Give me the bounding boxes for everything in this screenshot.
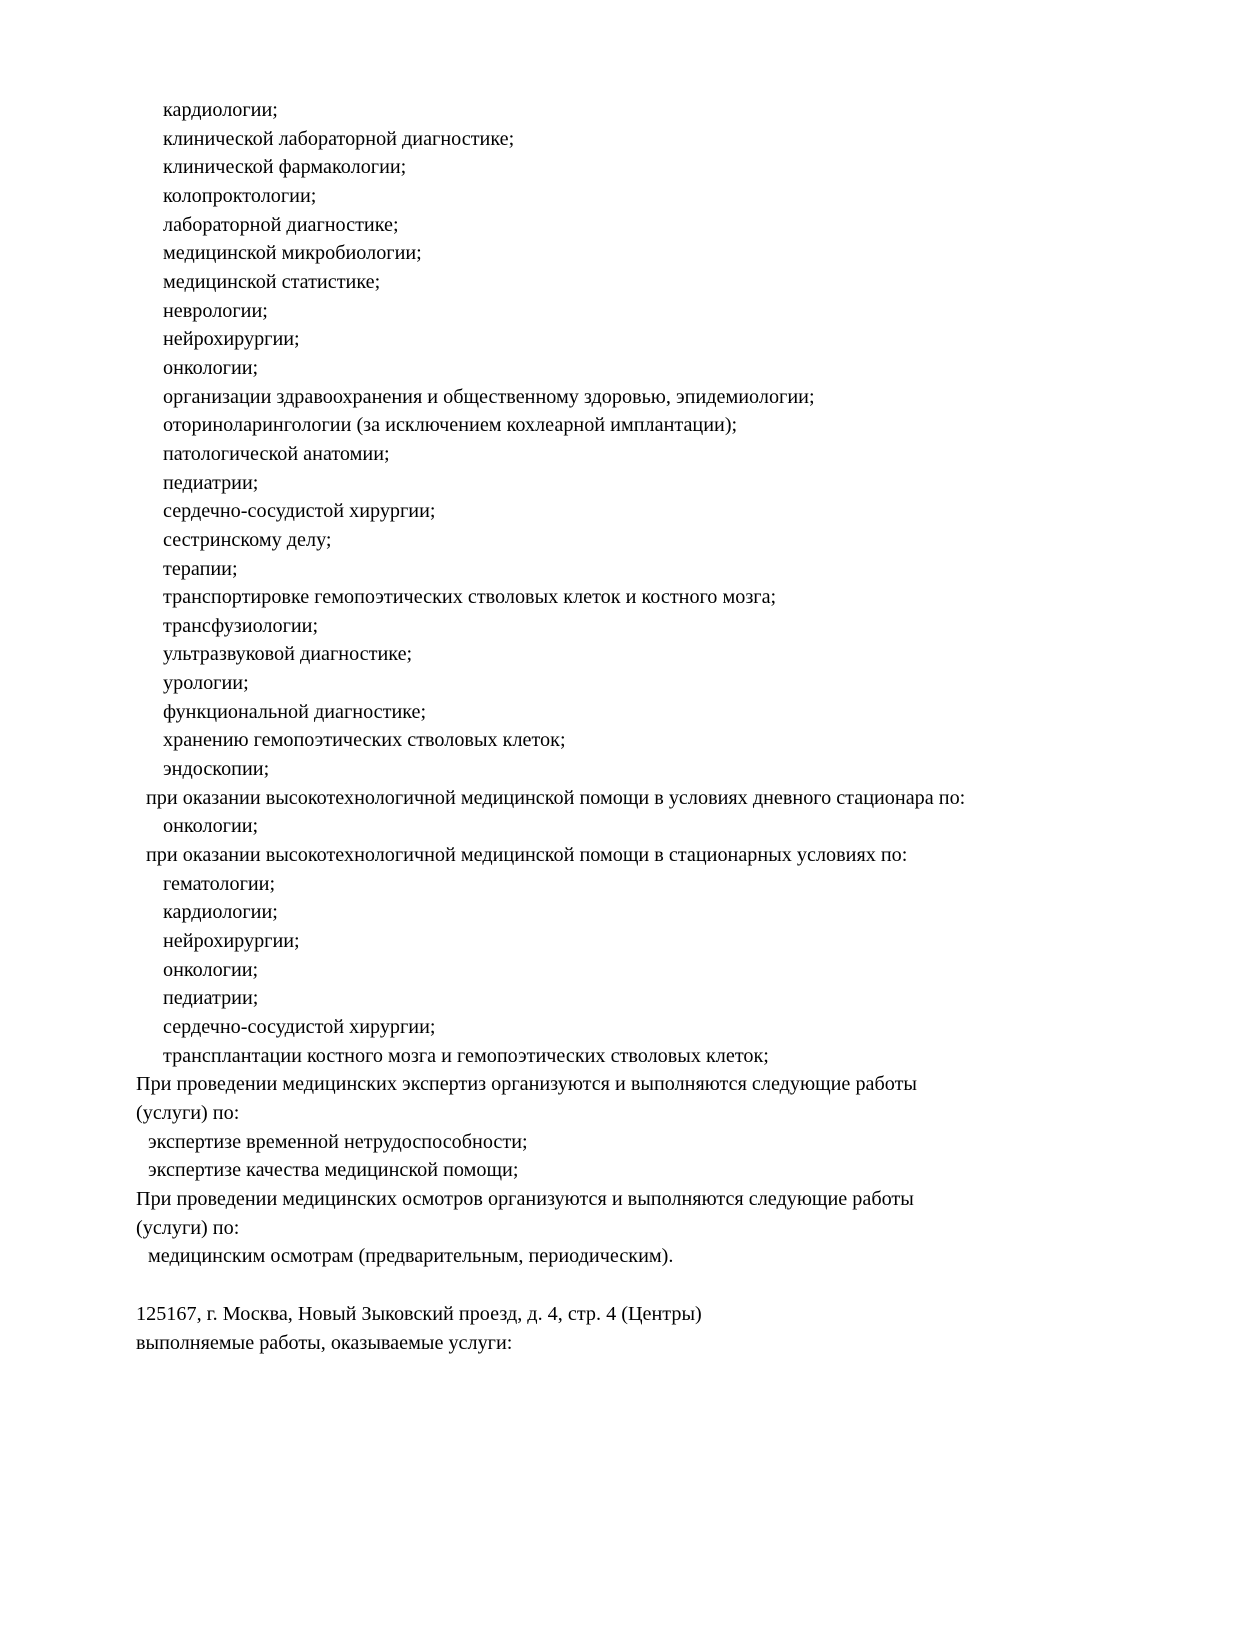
list-item: лабораторной диагностике; [163, 213, 399, 236]
list-item: оториноларингологии (за исключением кохлеарной имплантации); [163, 414, 738, 437]
list-item: медицинским осмотрам (предварительным, периодическим). [148, 1245, 674, 1268]
list-item: педиатрии; [163, 471, 259, 494]
list-item: сердечно-сосудистой хирургии; [163, 1016, 436, 1038]
list-item: гематологии; [163, 872, 276, 895]
address-line: 125167, г. Москва, Новый Зыковский проезд, д. 4, стр. 4 (Центры) [136, 1302, 702, 1325]
list-item: медицинской микробиологии; [163, 242, 422, 265]
paragraph-line: При проведении медицинских осмотров организуются и выполняются следующие работы [136, 1187, 914, 1210]
list-item: клинической лабораторной диагностике; [163, 127, 515, 150]
list-item: онкологии; [163, 356, 259, 379]
paragraph-line: (услуги) по: [136, 1216, 240, 1239]
examinations-list [136, 1242, 1104, 1271]
list-item: неврологии; [163, 299, 268, 322]
document-body [136, 96, 1104, 1357]
inpatient-list [136, 870, 1104, 1071]
list-item: онкологии; [163, 815, 259, 838]
list-item: хранению гемопоэтических стволовых клеток; [163, 729, 566, 752]
list-item: колопроктологии; [163, 184, 317, 207]
list-item: эндоскопии; [163, 758, 270, 781]
list-item: трансфузиологии; [163, 614, 319, 637]
list-item: клинической фармакологии; [163, 156, 407, 179]
list-item: урологии; [163, 672, 249, 695]
list-item: трансплантации костного мозга и гемопоэтических стволовых клеток; [163, 1044, 769, 1067]
list-item: патологической анатомии; [163, 442, 390, 465]
list-item: экспертизе качества медицинской помощи; [148, 1159, 519, 1182]
list-item: нейрохирургии; [163, 930, 300, 953]
day-hospital-list [136, 812, 1104, 841]
expertise-paragraph [136, 1070, 1104, 1127]
list-item: ультразвуковой диагностике; [163, 643, 413, 666]
list-item: организации здравоохранения и общественному здоровью, эпидемиологии; [163, 385, 815, 408]
list-item: нейрохирургии; [163, 328, 300, 351]
list-item: транспортировке гемопоэтических стволовых клеток и костного мозга; [163, 586, 777, 609]
section-heading-day-hospital: при оказании высокотехнологичной медицинской помощи в условиях дневного стационара по: [146, 786, 966, 809]
list-item: экспертизе временной нетрудоспособности; [148, 1130, 528, 1153]
address-subtitle: выполняемые работы, оказываемые услуги: [136, 1331, 513, 1354]
list-item: педиатрии; [163, 987, 259, 1010]
expertise-list [136, 1128, 1104, 1185]
list-item: функциональной диагностике; [163, 700, 427, 723]
list-item: кардиологии; [163, 901, 278, 924]
list-item: терапии; [163, 557, 238, 580]
specialties-list-primary [136, 96, 1104, 784]
list-item: сердечно-сосудистой хирургии; [163, 500, 436, 523]
list-item: онкологии; [163, 958, 259, 981]
section-heading-inpatient: при оказании высокотехнологичной медицинской помощи в стационарных условиях по: [146, 844, 908, 867]
list-item: кардиологии; [163, 99, 278, 121]
examinations-paragraph [136, 1185, 1104, 1242]
paragraph-line: (услуги) по: [136, 1101, 240, 1124]
paragraph-line: При проведении медицинских экспертиз организуются и выполняются следующие работы [136, 1073, 917, 1096]
list-item: сестринскому делу; [163, 528, 332, 551]
list-item: медицинской статистике; [163, 270, 381, 293]
address-block [136, 1300, 1104, 1357]
